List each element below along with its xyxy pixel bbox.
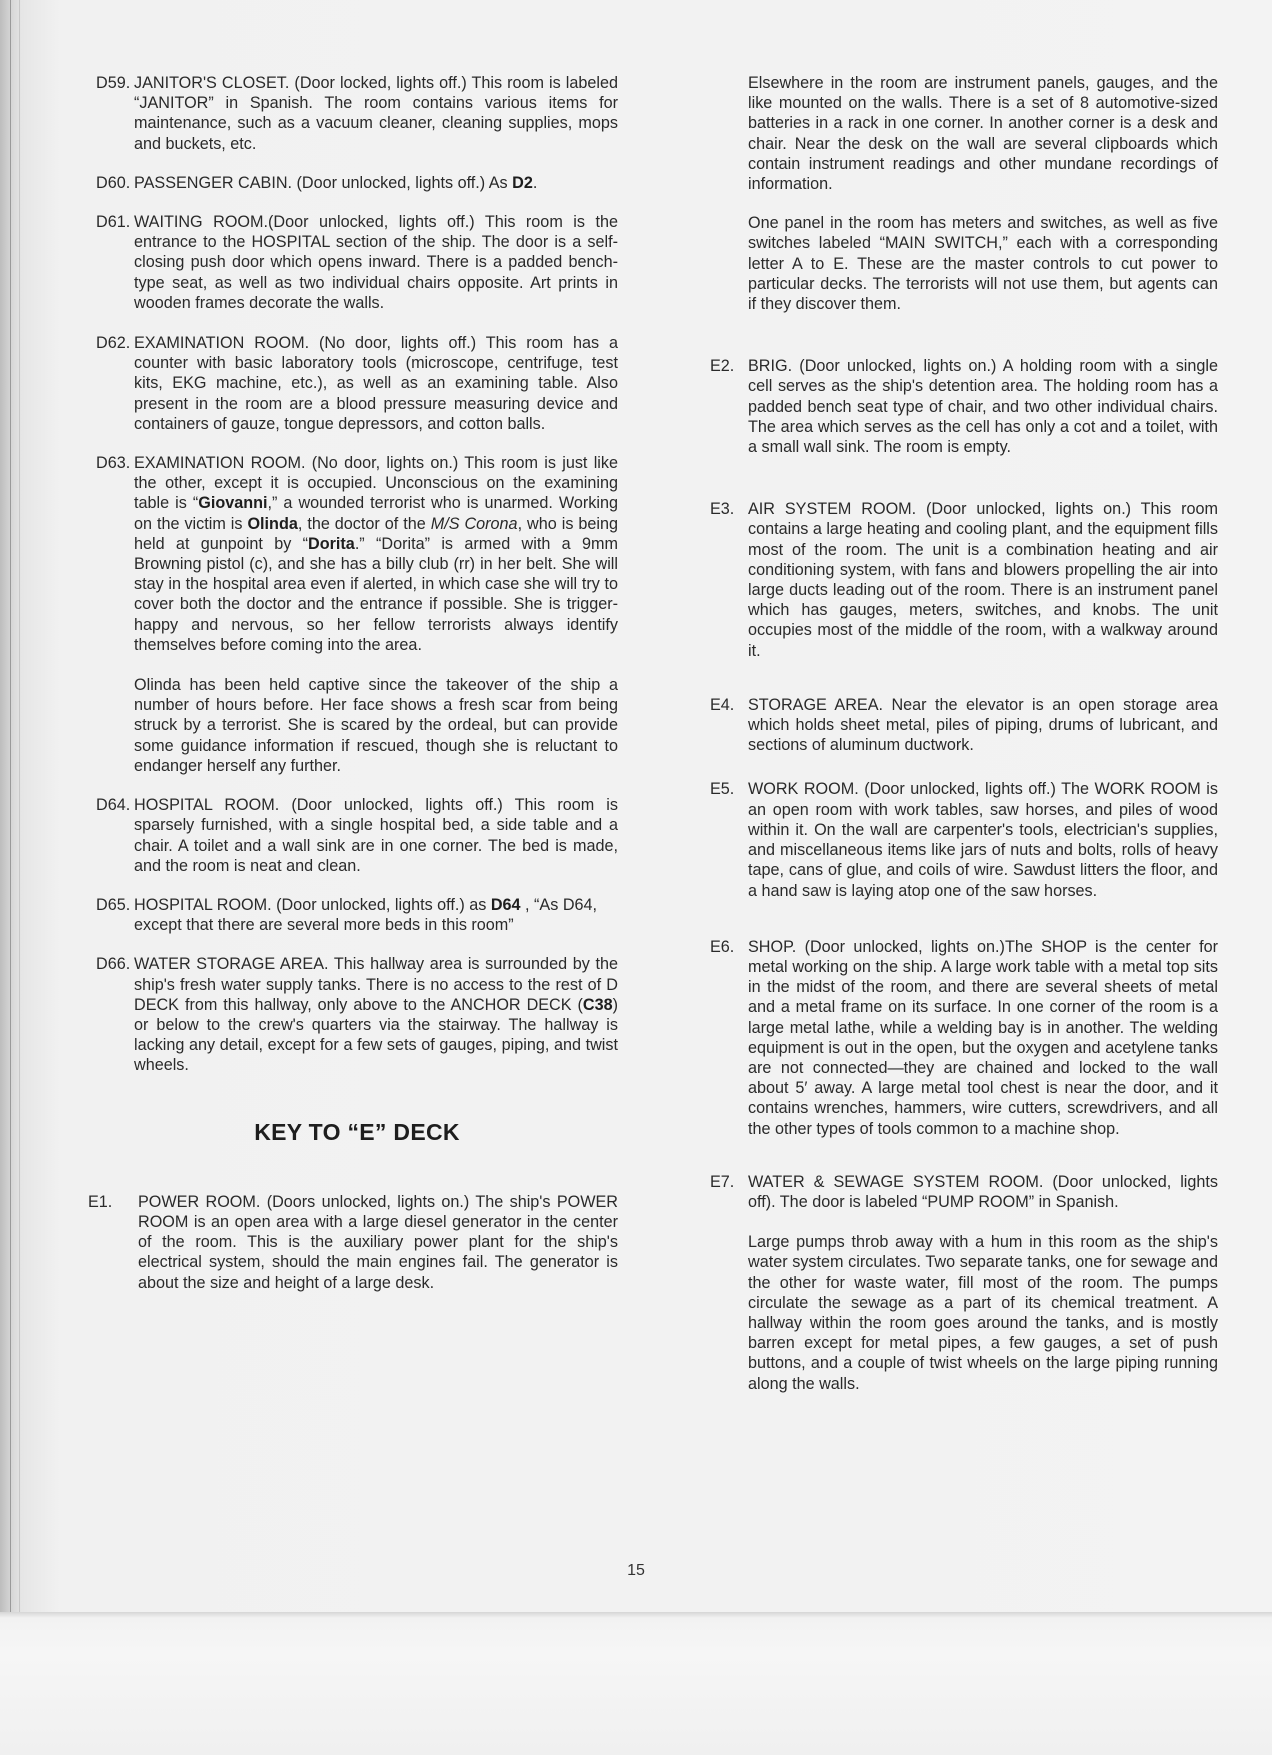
entry-d65	[96, 895, 618, 935]
entry-number: E3.	[710, 500, 735, 519]
entry-e2	[710, 356, 1218, 457]
entry-number: D65.	[96, 895, 131, 914]
entry-text: STORAGE AREA. Near the elevator is an open storage area which holds sheet metal, piles of piping, drums of lubricant, and sections of aluminum ductwork.	[748, 695, 1218, 755]
entry-text: AIR SYSTEM ROOM. (Door unlocked, lights on.) This room contains a large heating and cooling plant, and the equipment fills most of the room. The unit is a combination heating and air conditioning system, with fans and blowers propelling the air into large ducts leading out of the room. There is an instrument panel which has gauges, meters, switches, and knobs. The unit occupies most of the middle of the room, with a walkway around it.	[748, 500, 1218, 660]
character-name: Dorita	[308, 534, 355, 553]
entry-body: ) or below to the crew's quarters via the stairway. The hallway is lacking any detail, except for a few sets of gauges, piping, and twist wheels.	[134, 995, 618, 1075]
entry-text	[134, 73, 618, 154]
entry-d62	[96, 333, 618, 434]
entry-number: D61.	[96, 213, 131, 232]
entry-text: WORK ROOM. (Door unlocked, lights off.) The WORK ROOM is an open room with work tables, saw horses, and piles of wood within it. On the wall are carpenter's tools, electrician's supplies, and miscellaneous items like jars of nuts and bolts, rolls of heavy tape, cans of glue, and coils of wire. Sawdust litters the floor, and a hand saw is laying atop one of the saw horses.	[748, 780, 1218, 900]
entry-e1-continued-paragraph: One panel in the room has meters and switches, as well as five switches labeled “MAIN SWITCH,” each with a corresponding letter A to E. These are the master controls to cut power to particular decks. The terrorists will not use them, but agents can if they discover them.	[748, 214, 1218, 314]
entry-d66	[96, 954, 618, 1075]
entry-d60	[96, 173, 618, 193]
entry-text: WATER & SEWAGE SYSTEM ROOM. (Door unlocked, lights off). The door is labeled “PUMP ROOM” in Spanish.	[748, 1172, 1218, 1211]
entry-d64	[96, 795, 618, 876]
entry-text	[134, 173, 618, 193]
entry-e5	[710, 779, 1218, 900]
entry-number: E1.	[88, 1192, 113, 1211]
entry-d61	[96, 212, 618, 313]
entry-text: SHOP. (Door unlocked, lights on.)The SHOP is the center for metal working on the ship. A large work table with a metal top sits in the midst of the room, and there are several sheets of metal and a metal frame on its surface. In one corner of the room is a large metal lathe, while a welding bay is in another. The welding equipment is out in the open, but the oxygen and acetylene tanks are not connected—they are chained and locked to the wall about 5′ away. A large metal tool chest is near the door, and it contains wrenches, hammers, wire cutters, screwdrivers, and all the other types of tools common to a machine shop.	[748, 937, 1218, 1138]
page-number: 15	[627, 1562, 645, 1579]
page-binding-edge	[10, 0, 20, 1612]
ship-name: M/S Corona	[430, 514, 518, 533]
entry-paragraph: Olinda has been held captive since the takeover of the ship a number of hours before. Her face shows a fresh scar from being struck by a terrorist. She is scared by the ordeal, but can provide some guidance information if rescued, though she is reluctant to endanger herself any further.	[134, 676, 618, 775]
cross-reference: D2	[512, 173, 533, 192]
entry-e4	[710, 695, 1218, 756]
entry-punctuation: .	[532, 173, 538, 192]
character-name: Giovanni	[198, 494, 268, 513]
entry-body: , “As D64, except that there are several more beds in this room”	[134, 895, 598, 935]
entry-number: D60.	[96, 173, 131, 192]
entry-d63	[96, 453, 618, 776]
entry-e7	[710, 1172, 1218, 1394]
entry-body: ,” a wounded terrorist who is unarmed. Working on the victim is	[134, 494, 618, 533]
entry-paragraph: Large pumps throb away with a hum in this room as the ship's water system circulates. Two separate tanks, one for sewage and the other for waste water, fill most of the room. The pumps circulate the sewage as a part of its chemical treatment. A hallway within the room goes around the tanks, and is mostly barren except for metal pipes, a few gauges, a set of push buttons, and a couple of twist wheels on the large piping running along the walls.	[748, 1233, 1218, 1393]
entry-e6	[710, 937, 1218, 1139]
entry-number: E4.	[710, 695, 735, 714]
entry-title: JANITOR'S CLOSET.	[134, 74, 290, 92]
entry-body: WATER STORAGE AREA. This hallway area is surrounded by the ship's fresh water supply tanks. There is no access to the rest of D DECK from this hallway, only above to the ANCHOR DECK (	[134, 955, 618, 1014]
entry-text: WAITING ROOM.(Door unlocked, lights off.) This room is the entrance to the HOSPITAL section of the ship. The door is a self-closing push door which opens inward. There is a padded bench-type seat, as well as two individual chairs opposite. Art prints in wooden frames decorate the walls.	[134, 213, 618, 312]
entry-text	[134, 453, 618, 655]
entry-e1	[88, 1192, 618, 1293]
entry-number: D63.	[96, 454, 131, 473]
entry-body: , the doctor of the	[297, 514, 431, 533]
entry-number: E5.	[710, 780, 735, 799]
entry-text: POWER ROOM. (Doors unlocked, lights on.) The ship's POWER ROOM is an open area with a large diesel generator in the center of the room. This is the auxiliary power plant for the ship's electrical system, should the main engines fail. The generator is about the size and height of a large desk.	[138, 1192, 618, 1292]
entry-body: HOSPITAL ROOM. (Door unlocked, lights off.) as	[134, 895, 491, 914]
entry-d59	[96, 73, 618, 154]
entry-text	[134, 954, 618, 1075]
cross-reference: C38	[582, 995, 613, 1014]
entry-text: EXAMINATION ROOM. (No door, lights off.) This room has a counter with basic laboratory tools (microscope, centrifuge, test kits, EKG machine, etc.), as well as an examining table. Also present in the room are a blood pressure measuring device and containers of gauze, tongue depressors, and cotton balls.	[134, 334, 618, 433]
entry-text: BRIG. (Door unlocked, lights on.) A holding room with a single cell serves as the ship's detention area. The holding room has a padded bench seat type of chair, and two other individual chairs. The area which serves as the cell has only a cot and a toilet, with a small wall sink. The room is empty.	[748, 357, 1218, 457]
entry-e1-continued-paragraph: Elsewhere in the room are instrument panels, gauges, and the like mounted on the walls. There is a set of 8 automotive-sized batteries in a rack in one corner. In another corner is a desk and chair. Near the desk on the wall are several clipboards which contain instrument readings and other mundane recordings of information.	[748, 74, 1218, 194]
entry-number: D64.	[96, 796, 131, 815]
entry-body: EXAMINATION ROOM. (No door, lights on.) This room is just like the other, except it is occupied. Unconscious on the examining table is “	[134, 454, 618, 513]
entry-number: E6.	[710, 937, 735, 956]
cross-reference: D64	[490, 895, 521, 914]
entry-body: .” “Dorita” is armed with a 9mm Browning pistol (c), and she has a billy club (rr) in her belt. She will stay in the hospital area even if alerted, in which case she will try to cover both the doctor and the entrance if possible. She is trigger-happy and nervous, so her fellow terrorists always identify themselves before coming into the area.	[134, 534, 618, 654]
character-name: Olinda	[247, 514, 298, 533]
section-heading: KEY TO “E” DECK	[254, 1118, 460, 1145]
entry-body: (Door locked, lights off.) This room is labeled “JANITOR” in Spanish. The room contains various items for maintenance, such as a vacuum cleaner, cleaning supplies, mops and buckets, etc.	[134, 74, 618, 153]
left-column	[88, 73, 618, 1293]
entry-e3	[710, 499, 1218, 661]
entry-number: D66.	[96, 955, 131, 974]
entry-body: PASSENGER CABIN. (Door unlocked, lights off.) As	[134, 173, 513, 192]
entry-number: D62.	[96, 334, 131, 353]
entry-number: D59.	[96, 74, 131, 92]
underlying-page-edge	[0, 1612, 1272, 1755]
entry-body: , who is being held at gunpoint by “	[134, 514, 618, 553]
entry-number: E2.	[710, 357, 735, 376]
right-column	[710, 73, 1218, 1394]
entry-number: E7.	[710, 1172, 735, 1191]
entry-text: HOSPITAL ROOM. (Door unlocked, lights off.) This room is sparsely furnished, with a single hospital bed, a side table and a chair. A toilet and a wall sink are in one corner. The bed is made, and the room is neat and clean.	[134, 796, 618, 875]
entry-text	[134, 895, 618, 935]
